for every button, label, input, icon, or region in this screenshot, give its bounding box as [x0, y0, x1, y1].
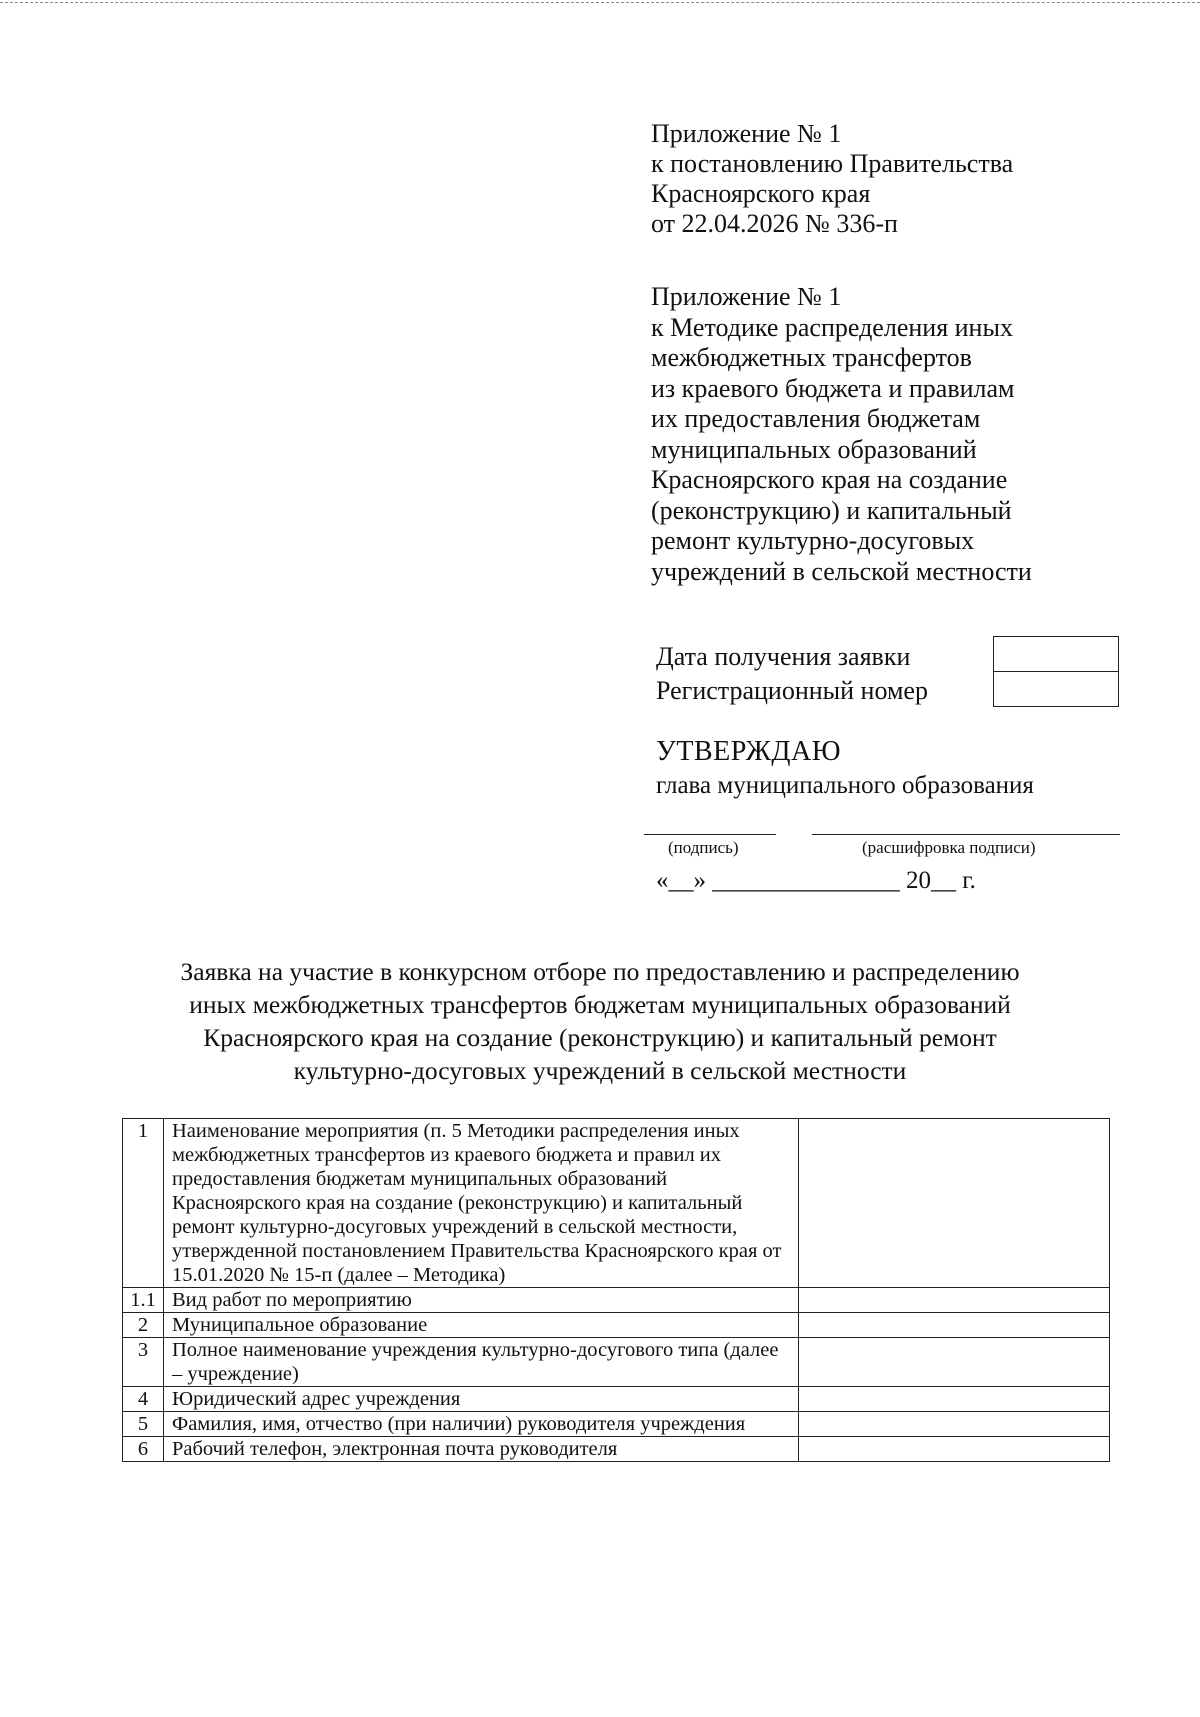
- heading-line: культурно-досуговых учреждений в сельской местности: [293, 1056, 907, 1085]
- approval-block: [656, 734, 1034, 802]
- appendix-method-block: [651, 282, 1032, 587]
- row-name: Наименование мероприятия (п. 5 Методики распределения иных межбюджетных трансфертов из краевого бюджета и правил их предоставления бюджетам муниципальных образований Красноярского края на создание (реконструкцию) и капитальный ремонт культурно-досуговых учреждений в сельской местности, утвержденной постановлением Правительства Красноярского края от 15.01.2020 № 15-п (далее – Методика): [164, 1119, 799, 1288]
- signature-caption: (подпись): [668, 838, 739, 857]
- table-row: [123, 1437, 1110, 1462]
- table-row: [123, 1412, 1110, 1437]
- receipt-date-box[interactable]: [993, 636, 1119, 672]
- row-number: 4: [123, 1387, 164, 1412]
- table-row: [123, 1338, 1110, 1387]
- appendix-line: Приложение № 1: [651, 282, 842, 311]
- row-number: 6: [123, 1437, 164, 1462]
- heading-line: иных межбюджетных трансфертов бюджетам муниципальных образований: [189, 990, 1011, 1019]
- row-number: 1.1: [123, 1288, 164, 1313]
- receipt-date-label: Дата получения заявки: [656, 642, 911, 671]
- appendix-line: (реконструкцию) и капитальный: [651, 495, 1012, 525]
- row-name: Полное наименование учреждения культурно-досугового типа (далее – учреждение): [164, 1338, 799, 1387]
- application-heading: [120, 955, 1080, 1087]
- table-row: [123, 1313, 1110, 1338]
- row-number: 2: [123, 1313, 164, 1338]
- row-value-cell[interactable]: [799, 1412, 1110, 1437]
- row-name: Юридический адрес учреждения: [164, 1387, 799, 1412]
- appendix-line: Красноярского края на создание: [651, 465, 1008, 494]
- registration-boxes: [993, 636, 1119, 707]
- appendix-line: к Методике распределения иных: [651, 312, 1013, 342]
- appendix-line: ремонт культурно-досуговых: [651, 526, 975, 555]
- appendix-line: к постановлению Правительства: [651, 149, 1014, 178]
- heading-line: Красноярского края на создание (реконструкцию) и капитальный ремонт: [203, 1023, 997, 1052]
- registration-number-box[interactable]: [993, 672, 1119, 707]
- row-name: Муниципальное образование: [164, 1313, 799, 1338]
- appendix-line: межбюджетных трансфертов: [651, 343, 972, 372]
- appendix-line: от 22.04.2026 № 336-п: [651, 209, 898, 238]
- row-value-cell[interactable]: [799, 1313, 1110, 1338]
- row-name: Вид работ по мероприятию: [164, 1288, 799, 1313]
- appendix-line: Приложение № 1: [651, 119, 842, 148]
- appendix-line: из краевого бюджета и правилам: [651, 373, 1015, 403]
- row-number: 1: [123, 1119, 164, 1288]
- row-number: 5: [123, 1412, 164, 1437]
- row-value-cell[interactable]: [799, 1437, 1110, 1462]
- signature-decoding-caption: (расшифровка подписи): [862, 838, 1036, 857]
- row-number: 3: [123, 1338, 164, 1387]
- row-value-cell[interactable]: [799, 1288, 1110, 1313]
- appendix-line: муниципальных образований: [651, 434, 977, 464]
- scan-edge-line: [0, 2, 1200, 3]
- row-name: Фамилия, имя, отчество (при наличии) руководителя учреждения: [164, 1412, 799, 1437]
- signature-decoding-line[interactable]: [812, 834, 1120, 835]
- approval-title: УТВЕРЖДАЮ: [656, 736, 841, 767]
- registration-number-label: Регистрационный номер: [656, 676, 928, 705]
- row-value-cell[interactable]: [799, 1387, 1110, 1412]
- row-value-cell[interactable]: [799, 1338, 1110, 1387]
- application-table: [122, 1118, 1110, 1462]
- approval-position: глава муниципального образования: [656, 772, 1034, 799]
- appendix-line: Красноярского края: [651, 179, 871, 208]
- request-registration-labels: [656, 640, 928, 708]
- heading-line: Заявка на участие в конкурсном отборе по предоставлению и распределению: [180, 957, 1020, 986]
- row-name: Рабочий телефон, электронная почта руководителя: [164, 1437, 799, 1462]
- signature-line[interactable]: [644, 834, 776, 835]
- table-row: [123, 1119, 1110, 1288]
- table-row: [123, 1288, 1110, 1313]
- appendix-government-block: [651, 119, 1013, 239]
- appendix-line: учреждений в сельской местности: [651, 556, 1032, 586]
- table-row: [123, 1387, 1110, 1412]
- row-value-cell[interactable]: [799, 1119, 1110, 1288]
- appendix-line: их предоставления бюджетам: [651, 404, 981, 433]
- approval-date-line: «__» _______________ 20__ г.: [656, 867, 976, 894]
